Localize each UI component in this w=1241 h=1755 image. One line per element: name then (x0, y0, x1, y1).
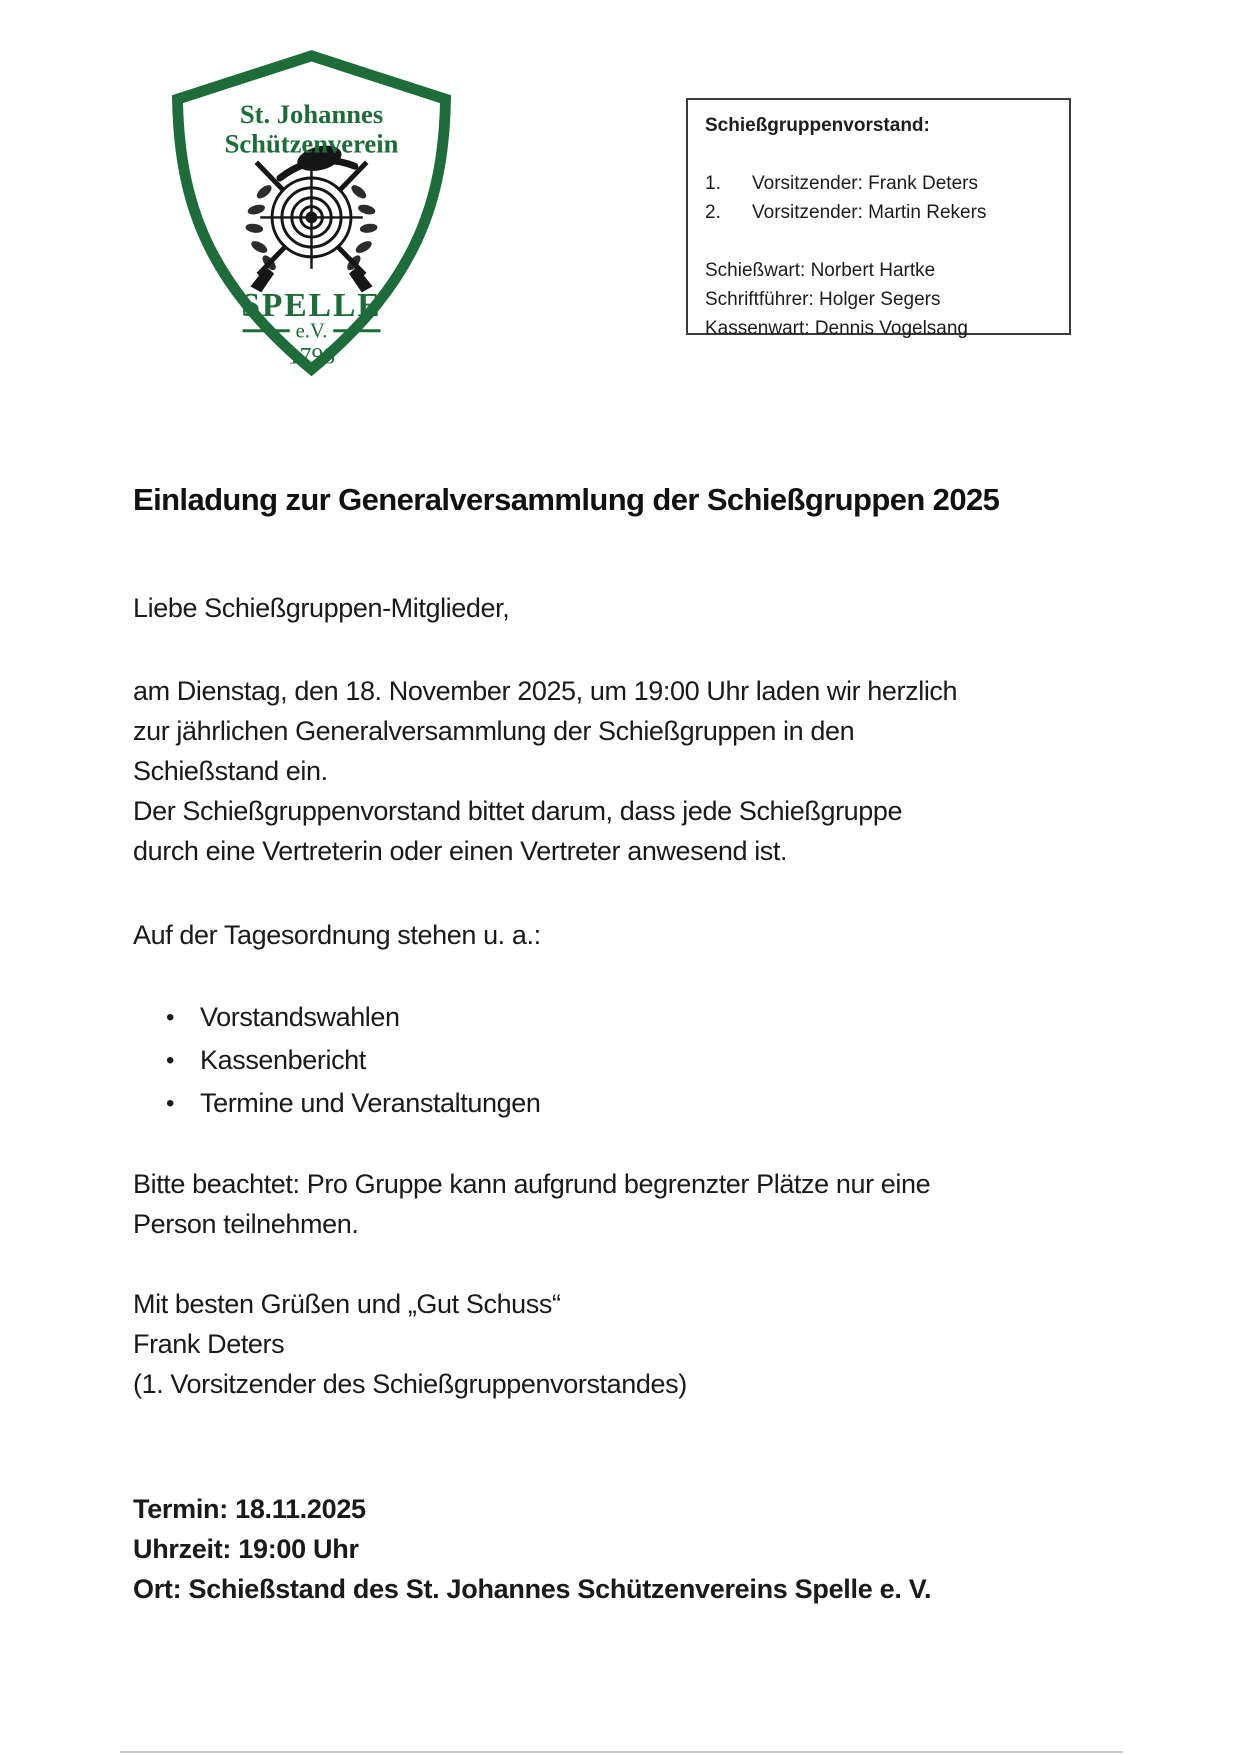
board-member-row: Kassenwart: Dennis Vogelsang (705, 318, 968, 339)
board-box (686, 98, 1071, 339)
letter-title: Einladung zur Generalversammlung der Schießgruppen 2025 (133, 482, 1000, 517)
invitation-paragraph (133, 671, 957, 871)
list-item (133, 1039, 540, 1082)
spacer (705, 227, 1059, 256)
footer-divider (120, 1751, 1123, 1753)
closing-line: Mit besten Grüßen und „Gut Schuss“ (133, 1289, 561, 1319)
signature-name: Frank Deters (133, 1329, 285, 1359)
board-member-row: Schießwart: Norbert Hartke (705, 260, 936, 281)
agenda-list (133, 996, 540, 1125)
paragraph-line: Bitte beachtet: Pro Gruppe kann aufgrund begrenzter Plätze nur eine (133, 1169, 931, 1199)
board-member-number: 2. (705, 202, 721, 223)
paragraph-line: Person teilnehmen. (133, 1209, 359, 1239)
paragraph-line: Der Schießgruppenvorstand bittet darum, dass jede Schießgruppe (133, 796, 903, 826)
board-member-row (705, 198, 1059, 227)
crest-year: 1798 (287, 343, 336, 370)
crest-ev: e.V. (295, 320, 328, 343)
list-item (133, 1082, 540, 1125)
salutation: Liebe Schießgruppen-Mitglieder, (133, 593, 510, 623)
board-member-row (705, 169, 1059, 198)
agenda-item-label: Vorstandswahlen (200, 1002, 400, 1032)
bullet-icon: • (166, 1004, 175, 1031)
board-member-name: Vorsitzender: Martin Rekers (752, 202, 987, 223)
detail-date: Termin: 18.11.2025 (133, 1494, 366, 1524)
agenda-item-label: Termine und Veranstaltungen (200, 1088, 541, 1118)
detail-location: Ort: Schießstand des St. Johannes Schützenvereins Spelle e. V. (133, 1574, 932, 1604)
crest-town: SPELLE (241, 287, 382, 324)
paragraph-line: Schießstand ein. (133, 756, 328, 786)
signature-role: (1. Vorsitzender des Schießgruppenvorstandes) (133, 1369, 687, 1399)
agenda-item-label: Kassenbericht (200, 1045, 366, 1075)
detail-time: Uhrzeit: 19:00 Uhr (133, 1534, 359, 1564)
event-details (133, 1489, 931, 1609)
paragraph-line: am Dienstag, den 18. November 2025, um 19:00 Uhr laden wir herzlich (133, 676, 958, 706)
board-box-title: Schießgruppenvorstand: (705, 115, 930, 136)
crest-name-line1: St. Johannes (239, 98, 384, 129)
list-item (133, 996, 540, 1039)
board-member-row: Schriftführer: Holger Segers (705, 289, 941, 310)
crest-name-line2: Schützenverein (224, 128, 399, 159)
paragraph-line: durch eine Vertreterin oder einen Vertreter anwesend ist. (133, 836, 788, 866)
club-crest (163, 44, 460, 384)
paragraph-line: zur jährlichen Generalversammlung der Schießgruppen in den (133, 716, 855, 746)
spacer (705, 140, 1059, 169)
closing-block (133, 1284, 687, 1404)
agenda-intro: Auf der Tagesordnung stehen u. a.: (133, 920, 541, 950)
bullet-icon: • (166, 1090, 175, 1117)
board-member-number: 1. (705, 173, 721, 194)
bullet-icon: • (166, 1047, 175, 1074)
board-member-name: Vorsitzender: Frank Deters (752, 173, 978, 194)
note-paragraph (133, 1164, 930, 1244)
